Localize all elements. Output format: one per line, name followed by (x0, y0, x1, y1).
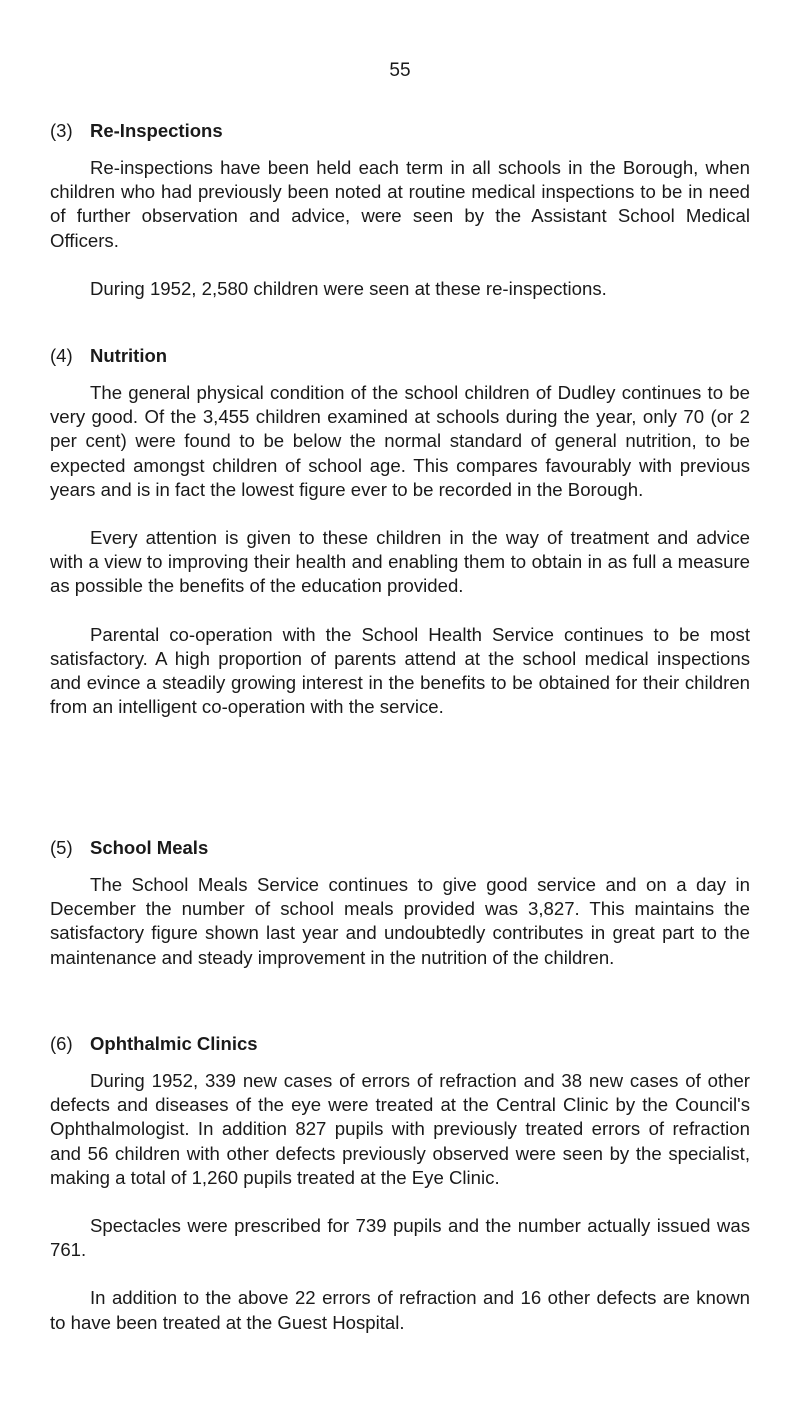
section-title: School Meals (90, 837, 209, 858)
section-title: Ophthalmic Clinics (90, 1033, 258, 1054)
section-heading (50, 1031, 750, 1057)
page-number: 55 (389, 60, 411, 81)
paragraph: During 1952, 2,580 children were seen at these re-inspections. (90, 277, 607, 299)
paragraph: The general physical condition of the school children of Dudley continues to be very good. Of the 3,455 children examined at schools during the year, only 70 (or 2 per cent) were found to be below the normal standard of general nutrition, to be expected amongst children of school age. This compares favourably with previous years and is in fact the lowest figure ever to be recorded in the Borough. (50, 382, 750, 500)
paragraph: In addition to the above 22 errors of refraction and 16 other defects are known to have been treated at the Guest Hospital. (50, 1287, 750, 1333)
section-re-inspections (50, 118, 750, 301)
section-heading (50, 118, 750, 144)
section-number: (5) (50, 837, 73, 858)
paragraph: Re-inspections have been held each term in all schools in the Borough, when children who had previously been noted at routine medical inspections to be in need of further observation and advice, were seen by the Assistant School Medical Officers. (50, 157, 750, 251)
section-title: Nutrition (90, 345, 168, 366)
paragraph: During 1952, 339 new cases of errors of refraction and 38 new cases of other defects and diseases of the eye were treated at the Central Clinic by the Council's Ophthalmologist. In addition 827 pupils with previously treated errors of refraction and 56 children with other defects previously observed were seen by the specialist, making a total of 1,260 pupils treated at the Eye Clinic. (50, 1070, 750, 1188)
section-nutrition (50, 343, 750, 719)
paragraph: Every attention is given to these children in the way of treatment and advice with a view to improving their health and enabling them to obtain in as full a measure as possible the benefits of the education provided. (50, 527, 750, 597)
paragraph: Spectacles were prescribed for 739 pupils and the number actually issued was 761. (50, 1215, 750, 1261)
section-number: (6) (50, 1033, 73, 1054)
paragraph: The School Meals Service continues to give good service and on a day in December the number of school meals provided was 3,827. This maintains the satisfactory figure shown last year and undoubtedly contributes in great part to the maintenance and steady improvement in the nutrition of the children. (50, 874, 750, 968)
paragraph: Parental co-operation with the School Health Service continues to be most satisfactory. A high proportion of parents attend at the school medical inspections and evince a steadily growing interest in the benefits to be obtained for their children from an intelligent co-operation with the service. (50, 623, 750, 718)
section-heading (50, 343, 750, 369)
section-title: Re-Inspections (90, 120, 223, 141)
section-ophthalmic-clinics (50, 1031, 750, 1335)
section-number: (3) (50, 120, 73, 141)
section-school-meals (50, 835, 750, 970)
section-heading (50, 835, 750, 861)
section-number: (4) (50, 345, 73, 366)
